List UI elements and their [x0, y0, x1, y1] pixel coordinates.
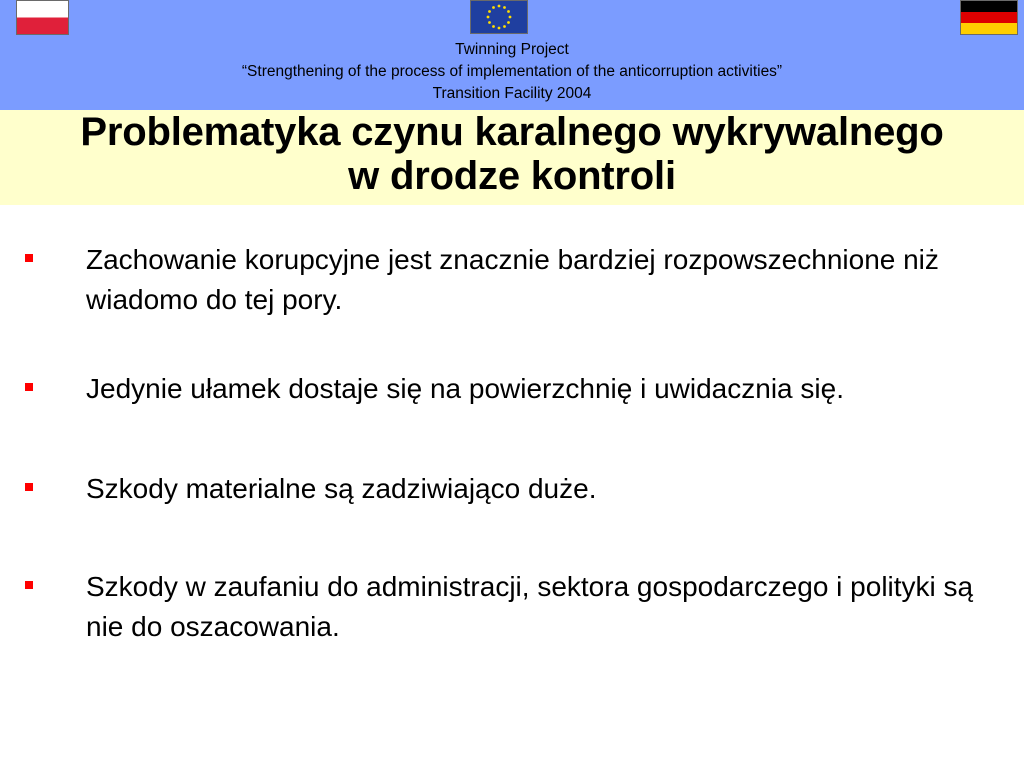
- square-bullet-icon: [25, 581, 33, 589]
- slide-title: [0, 110, 1024, 198]
- bullet-text: Szkody w zaufaniu do administracji, sektora gospodarczego i polityki są nie do oszacowania.: [86, 571, 974, 642]
- title-line-1: Problematyka czynu karalnego wykrywalnego: [80, 110, 944, 154]
- title-line-2: w drodze kontroli: [348, 154, 676, 198]
- bullet-text: Szkody materialne są zadziwiająco duże.: [86, 473, 597, 504]
- square-bullet-icon: [25, 483, 33, 491]
- header-line-2: “Strengthening of the process of implementation of the anticorruption activities”: [241, 63, 783, 80]
- header-line-3: Transition Facility 2004: [432, 85, 592, 102]
- square-bullet-icon: [25, 254, 33, 262]
- project-header: [0, 39, 1024, 105]
- poland-flag-icon: [16, 0, 69, 35]
- square-bullet-icon: [25, 383, 33, 391]
- header-line-1: Twinning Project: [455, 41, 569, 58]
- bullet-text: Jedynie ułamek dostaje się na powierzchnię i uwidacznia się.: [86, 373, 844, 404]
- germany-flag-icon: [960, 0, 1018, 35]
- eu-flag-icon: [470, 0, 528, 34]
- bullet-text: Zachowanie korupcyjne jest znacznie bardziej rozpowszechnione niż wiadomo do tej pory.: [86, 244, 939, 315]
